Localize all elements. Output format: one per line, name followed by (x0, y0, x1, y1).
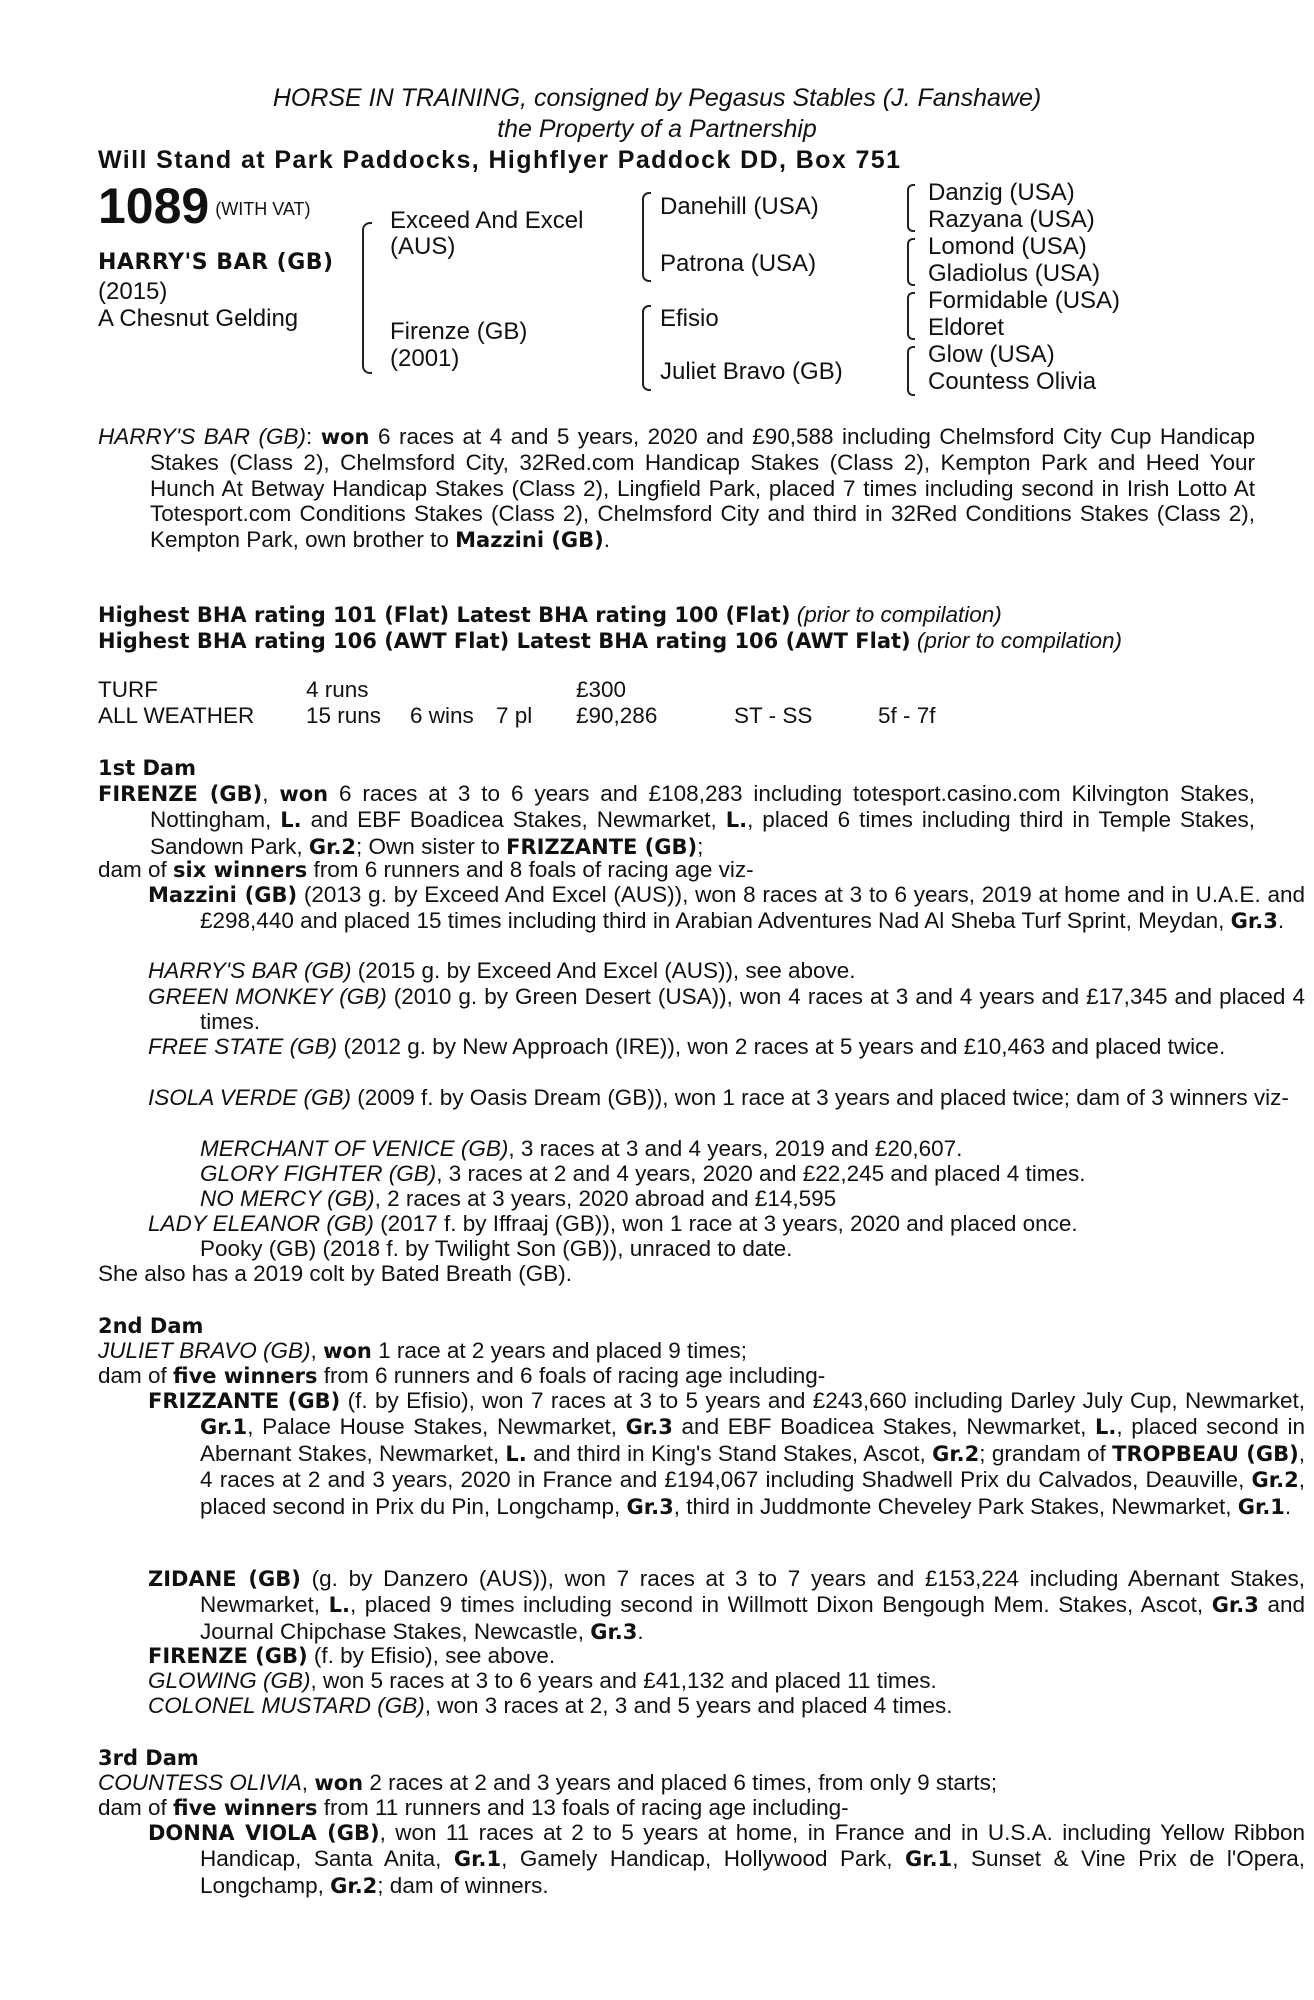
distance-cell: 5f - 7f (878, 703, 936, 728)
going-cell (734, 677, 878, 703)
pedigree-ds: Efisio (660, 305, 719, 332)
pedigree-sire-country: (AUS) (390, 233, 456, 260)
list-item: Pooky (GB) (2018 f. by Twilight Son (GB)), unraced to date. (200, 1236, 793, 1261)
third-dam-heading: 3rd Dam (98, 1746, 199, 1770)
earnings-cell: £90,286 (576, 703, 658, 728)
third-dam-produce: dam of five winners from 11 runners and 13 foals of racing age including- (98, 1795, 849, 1820)
pedigree-sss: Danzig (USA) (928, 179, 1075, 206)
pedigree-bracket-dd (907, 346, 915, 396)
pedigree-dss: Formidable (USA) (928, 287, 1121, 314)
distance-cell (878, 677, 936, 703)
first-dam-record: FIRENZE (GB), won 6 races at 3 to 6 years and £108,283 including totesport.casino.com Kilvington Stakes, Nottingham, L. and EBF Boadicea Stakes, Newmarket, L., placed 6 times including third in Temple Stakes, Sandown Park, Gr.2; Own sister to FRIZZANTE (GB); (98, 781, 1255, 859)
list-item: Mazzini (GB) (2013 g. by Exceed And Excel (AUS)), won 8 races at 3 to 6 years, 2019 at home and in U.A.E. and £298,440 and placed 15 times including third in Arabian Adventures Nad Al Sheba Turf Sprint, Meydan, Gr.3. (148, 882, 1305, 934)
list-item: NO MERCY (GB), 2 races at 3 years, 2020 abroad and £14,595 (200, 1186, 837, 1211)
first-dam-heading: 1st Dam (98, 756, 196, 780)
list-item: GLOWING (GB), won 5 races at 3 to 6 years and £41,132 and placed 11 times. (148, 1668, 937, 1693)
second-dam-heading: 2nd Dam (98, 1314, 204, 1338)
list-item: FIRENZE (GB) (f. by Efisio), see above. (148, 1643, 556, 1668)
race-record-table (98, 677, 936, 729)
wins-cell: 6 wins (410, 703, 474, 728)
pedigree-bracket-dam (642, 305, 651, 391)
rating-awt: Highest BHA rating 106 (AWT Flat) Latest BHA rating 106 (AWT Flat) (prior to compilation) (98, 628, 1122, 653)
pedigree-ss: Danehill (USA) (660, 193, 819, 220)
consignor-line: HORSE IN TRAINING, consigned by Pegasus Stables (J. Fanshawe) (272, 84, 1042, 112)
pedigree-dsd: Eldoret (928, 314, 1005, 341)
list-item: FRIZZANTE (GB) (f. by Efisio), won 7 races at 3 to 5 years and £243,660 including Darley July Cup, Newmarket, Gr.1, Palace House Stakes, Newmarket, Gr.3 and EBF Boadicea Stakes, Newmarket, L., placed second in Abernant Stakes, Newmarket, L. and third in King's Stand Stakes, Ascot, Gr.2; grandam of TROPBEAU (GB), 4 races at 2 and 3 years, 2020 in France and £194,067 including Shadwell Prix du Calvados, Deauville, Gr.2, placed second in Prix du Pin, Longchamp, Gr.3, third in Juddmonte Cheveley Park Stakes, Newmarket, Gr.1. (148, 1388, 1306, 1519)
list-item: GLORY FIGHTER (GB), 3 races at 2 and 4 years, 2020 and £22,245 and placed 4 times. (200, 1161, 1086, 1186)
second-dam-record: JULIET BRAVO (GB), won 1 race at 2 years and placed 9 times; (98, 1338, 748, 1363)
table-row (98, 703, 936, 729)
pedigree-bracket-ds (907, 292, 915, 340)
runs-cell: 4 runs (306, 677, 369, 702)
surface-cell: ALL WEATHER (98, 703, 255, 728)
horse-description: A Chesnut Gelding (98, 305, 299, 332)
pedigree-bracket-sire (642, 192, 651, 282)
pedigree-bracket-sd (907, 238, 915, 286)
list-item: COLONEL MUSTARD (GB), won 3 races at 2, 3 and 5 years and placed 4 times. (148, 1693, 953, 1718)
stand-location: Will Stand at Park Paddocks, Highflyer Paddock DD, Box 751 (98, 146, 902, 174)
list-item: ISOLA VERDE (GB) (2009 f. by Oasis Dream (GB)), won 1 race at 3 years and placed twice; dam of 3 winners viz- (148, 1085, 1289, 1110)
horse-name: HARRY'S BAR (GB) (98, 250, 334, 275)
first-dam-produce: dam of six winners from 6 runners and 8 foals of racing age viz- (98, 857, 754, 882)
pedigree-dam: Firenze (GB) (390, 318, 528, 345)
list-item: ZIDANE (GB) (g. by Danzero (AUS)), won 7 races at 3 to 7 years and £153,224 including Abernant Stakes, Newmarket, L., placed 9 times including second in Willmott Dixon Bengough Mem. Stakes, Ascot, Gr.3 and Journal Chipchase Stakes, Newcastle, Gr.3. (148, 1566, 1305, 1644)
runs-cell: 15 runs (306, 703, 382, 728)
rating-flat: Highest BHA rating 101 (Flat) Latest BHA rating 100 (Flat) (prior to compilation) (98, 602, 1002, 627)
table-row (98, 677, 936, 703)
list-item: FREE STATE (GB) (2012 g. by New Approach (IRE)), won 2 races at 5 years and £10,463 and placed twice. (148, 1034, 1226, 1059)
earnings-cell: £300 (576, 677, 627, 702)
pedigree-sire: Exceed And Excel (390, 207, 584, 234)
horse-year: (2015) (98, 278, 168, 305)
list-item: GREEN MONKEY (GB) (2010 g. by Green Desert (USA)), won 4 races at 3 and 4 years and £17,345 and placed 4 times. (148, 984, 1305, 1035)
race-summary: HARRY'S BAR (GB): won 6 races at 4 and 5 years, 2020 and £90,588 including Chelmsford City Cup Handicap Stakes (Class 2), Chelmsford City, 32Red.com Handicap Stakes (Class 2), Kempton Park and Heed Your Hunch At Betway Handicap Stakes (Class 2), Lingfield Park, placed 7 times including second in Irish Lotto At Totesport.com Conditions Stakes (Class 2), Chelmsford City and third in 32Red Conditions Stakes (Class 2), Kempton Park, own brother to Mazzini (GB). (98, 424, 1255, 552)
list-item: LADY ELEANOR (GB) (2017 f. by Iffraaj (GB)), won 1 race at 3 years, 2020 and placed once. (148, 1211, 1078, 1236)
wins-cell (410, 677, 496, 703)
pedigree-ssd: Razyana (USA) (928, 206, 1095, 233)
pedigree-sds: Lomond (USA) (928, 233, 1087, 260)
list-item: MERCHANT OF VENICE (GB), 3 races at 3 and 4 years, 2019 and £20,607. (200, 1136, 963, 1161)
placed-cell (496, 677, 576, 703)
property-line: the Property of a Partnership (497, 115, 817, 143)
vat-note: (WITH VAT) (215, 199, 311, 219)
pedigree-dam-year: (2001) (390, 345, 460, 372)
pedigree-sd: Patrona (USA) (660, 250, 817, 277)
lot-number: 1089 (WITH VAT) (98, 178, 311, 234)
placed-cell: 7 pl (496, 703, 533, 728)
pedigree-dds: Glow (USA) (928, 341, 1055, 368)
pedigree-bracket-main (362, 222, 372, 374)
pedigree-sdd: Gladiolus (USA) (928, 260, 1101, 287)
list-item: HARRY'S BAR (GB) (2015 g. by Exceed And Excel (AUS)), see above. (148, 958, 856, 983)
third-dam-record: COUNTESS OLIVIA, won 2 races at 2 and 3 years and placed 6 times, from only 9 starts; (98, 1770, 998, 1795)
pedigree-bracket-ss (907, 184, 915, 232)
surface-cell: TURF (98, 677, 158, 702)
going-cell: ST - SS (734, 703, 813, 728)
second-dam-produce: dam of five winners from 6 runners and 6 foals of racing age including- (98, 1363, 826, 1388)
list-item: DONNA VIOLA (GB), won 11 races at 2 to 5 years at home, in France and in U.S.A. including Yellow Ribbon Handicap, Santa Anita, Gr.1, Gamely Handicap, Hollywood Park, Gr.1, Sunset & Vine Prix de l'Opera, Longchamp, Gr.2; dam of winners. (148, 1820, 1306, 1898)
pedigree-dd: Juliet Bravo (GB) (660, 358, 843, 385)
pedigree-ddd: Countess Olivia (928, 368, 1097, 395)
first-dam-note: She also has a 2019 colt by Bated Breath (GB). (98, 1261, 573, 1286)
